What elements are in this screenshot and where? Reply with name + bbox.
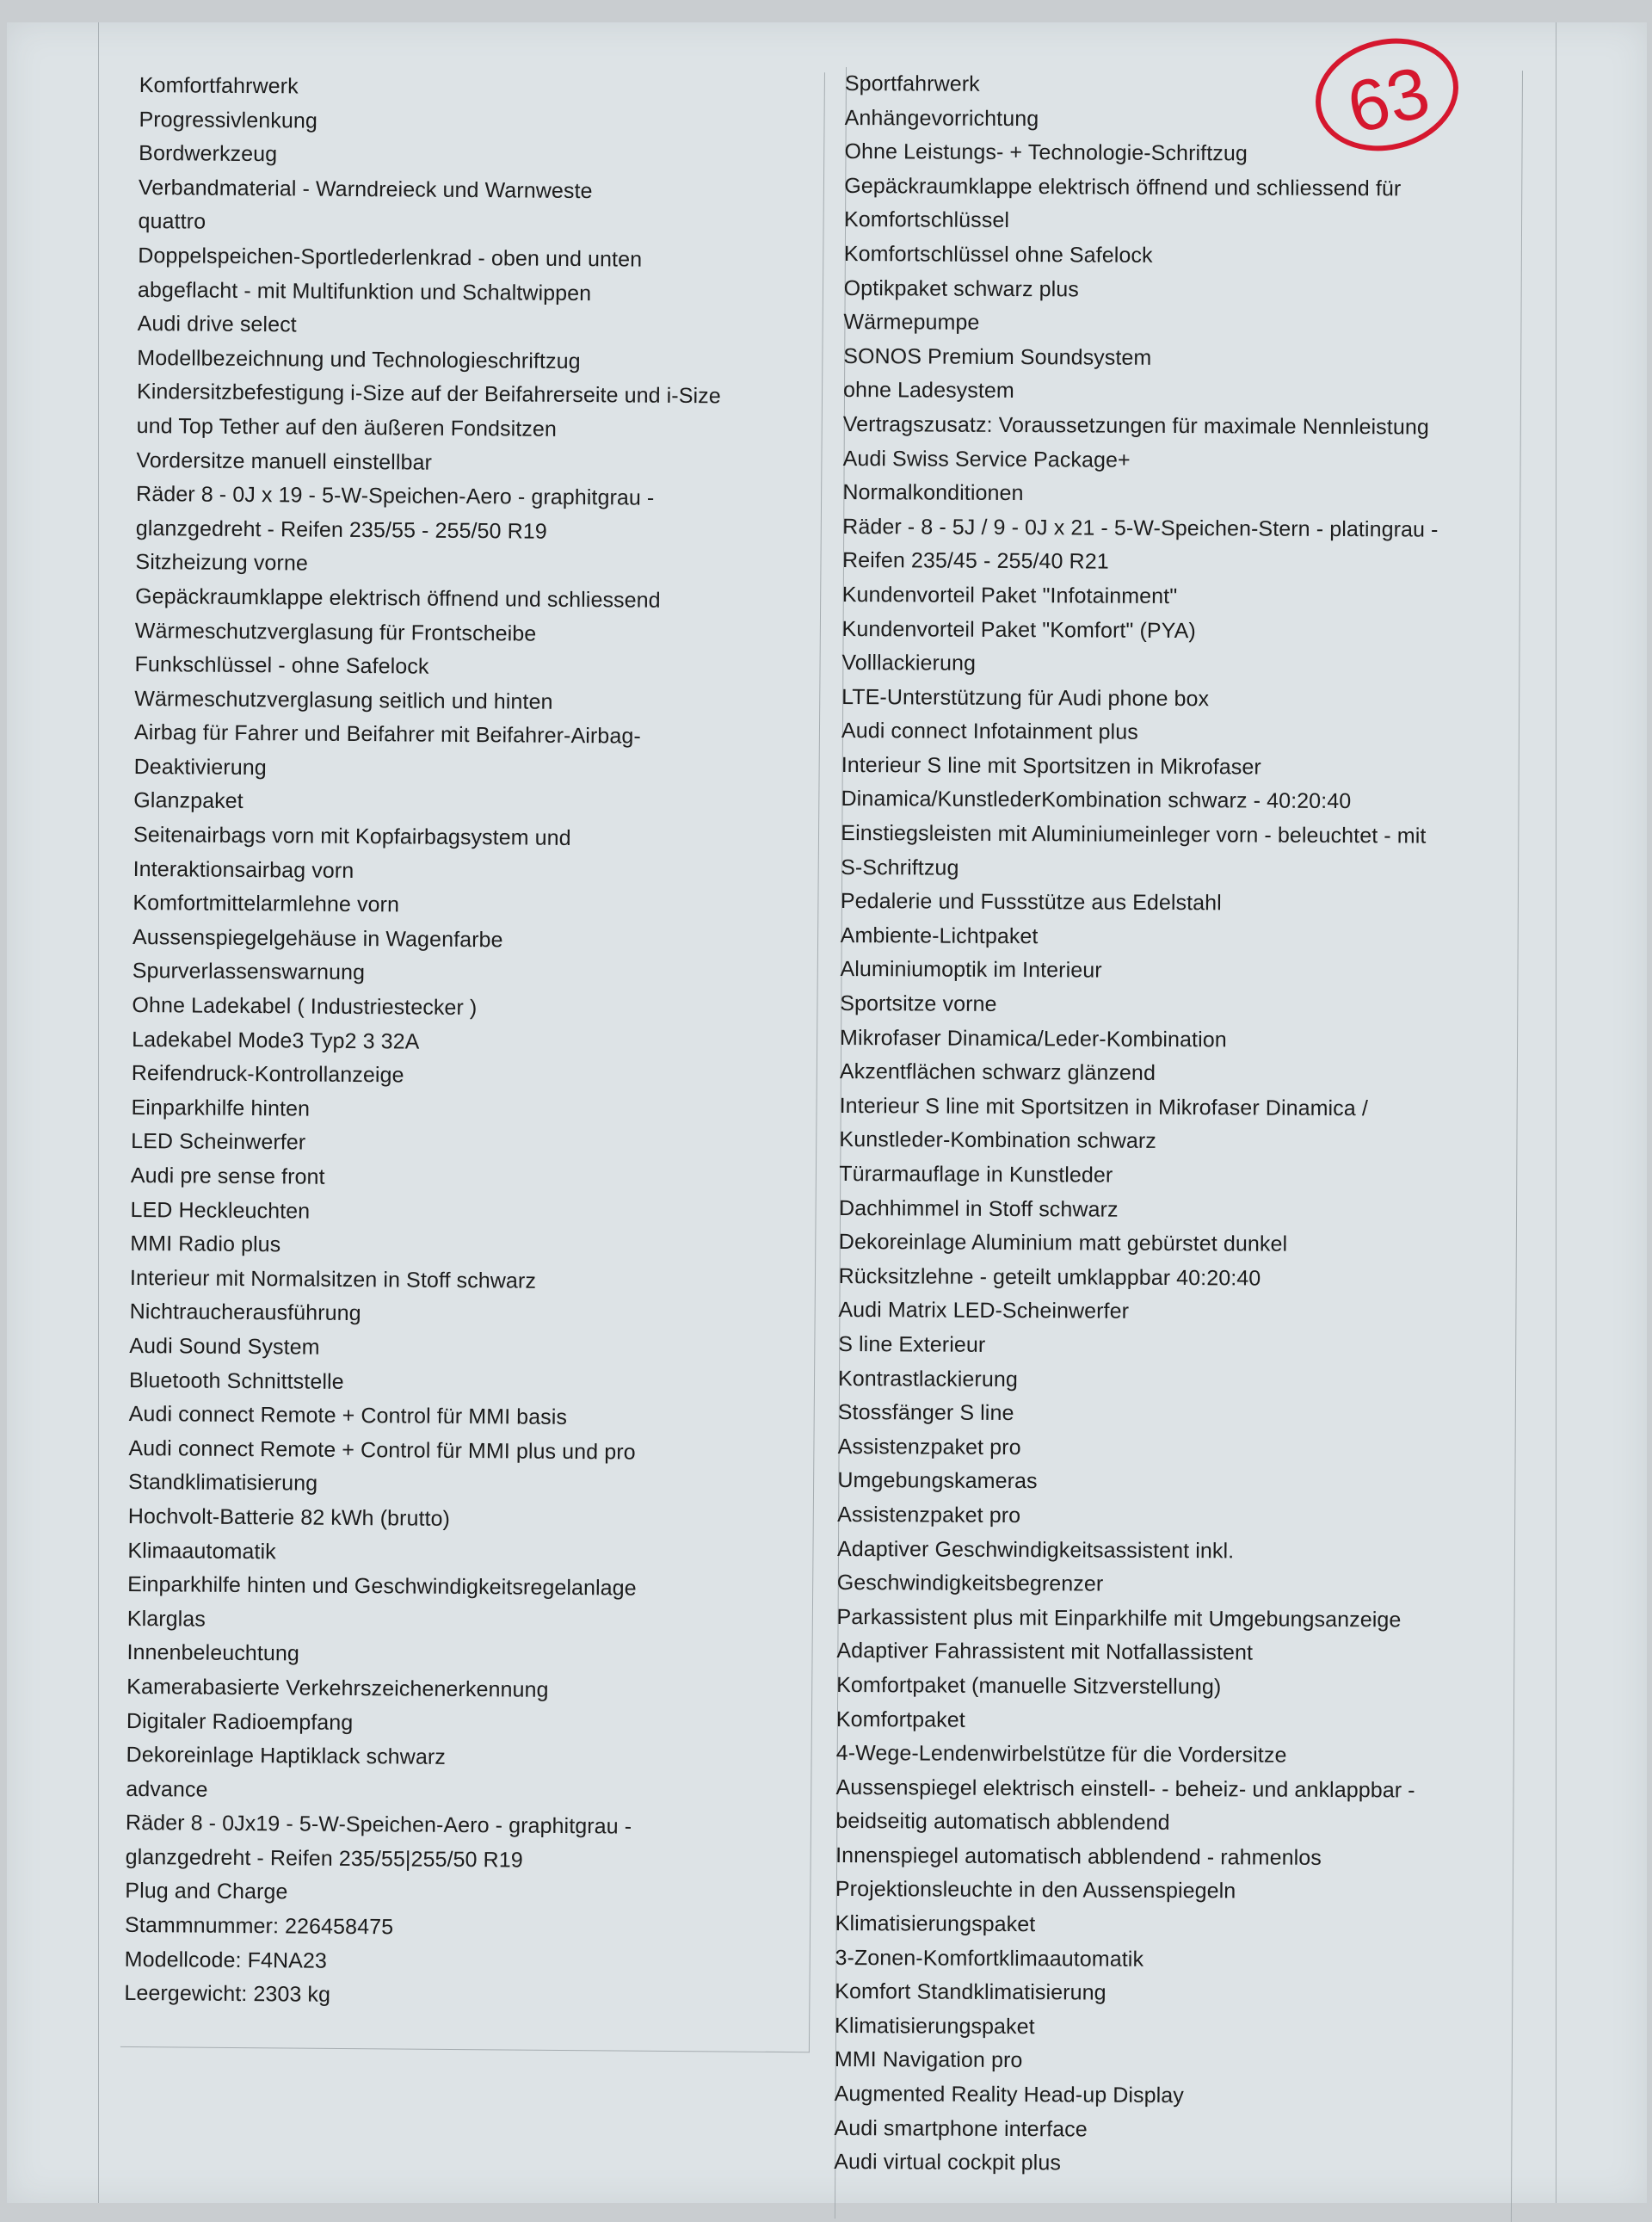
equipment-line: Dachhimmel in Stoff schwarz (838, 1195, 1119, 1222)
equipment-line: und Top Tether auf den äußeren Fondsitzen (136, 413, 558, 441)
equipment-line: Komfort Standklimatisierung (835, 1979, 1106, 2005)
equipment-line: Aussenspiegelgehäuse in Wagenfarbe (132, 924, 503, 953)
equipment-list-left (124, 69, 828, 2016)
equipment-line: Ohne Ladekabel ( Industriestecker ) (132, 992, 478, 1021)
equipment-line: Interieur S line mit Sportsitzen in Mikrofaser Dinamica / (839, 1093, 1368, 1121)
equipment-line: Kundenvorteil Paket "Infotainment" (841, 582, 1178, 608)
equipment-line: Gepäckraumklappe elektrisch öffnend und schliessend (135, 583, 661, 613)
equipment-line: Wärmeschutzverglasung seitlich und hinten (134, 686, 553, 714)
equipment-list-right (834, 67, 1499, 2183)
equipment-line: Klimatisierungspaket (835, 1911, 1036, 1937)
equipment-line: Einparkhilfe hinten und Geschwindigkeitsregelanlage (127, 1572, 637, 1601)
equipment-line: Kindersitzbefestigung i-Size auf der Beifahrerseite und i-Size (136, 380, 721, 409)
equipment-line: Ohne Leistungs- + Technologie-Schriftzug (844, 139, 1248, 166)
equipment-line: Adaptiver Fahrassistent mit Notfallassistent (836, 1639, 1254, 1665)
equipment-line: glanzgedreht - Reifen 235/55 - 255/50 R19 (135, 515, 547, 544)
equipment-line: Airbag für Fahrer und Beifahrer mit Beifahrer-Airbag- (133, 720, 641, 749)
equipment-line: Umgebungskameras (837, 1468, 1038, 1494)
equipment-line: Reifendruck-Kontrollanzeige (131, 1061, 404, 1088)
equipment-line: LTE-Unterstützung für Audi phone box (841, 684, 1210, 711)
equipment-line: Leergewicht: 2303 kg (124, 1981, 331, 2008)
equipment-line: Geschwindigkeitsbegrenzer (836, 1571, 1104, 1596)
equipment-line: Vertragszusatz: Voraussetzungen für maximale Nennleistung (842, 411, 1429, 440)
equipment-line: 4-Wege-Lendenwirbelstütze für die Vordersitze (835, 1741, 1287, 1768)
equipment-line: Räder - 8 - 5J / 9 - 0J x 21 - 5-W-Speichen-Stern - platingrau - (842, 514, 1439, 542)
equipment-line: Stammnummer: 226458475 (124, 1912, 394, 1940)
equipment-line: Interieur mit Normalsitzen in Stoff schwarz (129, 1265, 537, 1293)
equipment-line: Wärmeschutzverglasung für Frontscheibe (134, 618, 537, 646)
equipment-line: Klimatisierungspaket (835, 2013, 1035, 2040)
equipment-line: MMI Radio plus (130, 1231, 281, 1257)
equipment-line: Komfortpaket (manuelle Sitzverstellung) (836, 1672, 1222, 1700)
equipment-line: beidseitig automatisch abblendend (835, 1809, 1170, 1836)
equipment-line: Audi Matrix LED-Scheinwerfer (838, 1298, 1130, 1324)
equipment-line: Innenbeleuchtung (126, 1640, 300, 1666)
equipment-line: Kunstleder-Kombination schwarz (839, 1127, 1157, 1154)
equipment-line: Plug and Charge (125, 1879, 288, 1904)
equipment-line: Deaktivierung (133, 754, 267, 781)
equipment-line: Seitenairbags vorn mit Kopfairbagsystem und (133, 823, 571, 851)
equipment-line: Normalkonditionen (842, 480, 1024, 506)
equipment-line: Reifen 235/45 - 255/40 R21 (841, 548, 1109, 574)
equipment-line: Modellbezeichnung und Technologieschriftzug (137, 345, 581, 373)
equipment-line: Kundenvorteil Paket "Komfort" (PYA) (841, 616, 1196, 643)
equipment-line: Anhängevorrichtung (844, 105, 1039, 131)
equipment-line: Interaktionsairbag vorn (133, 856, 354, 883)
equipment-line: Vordersitze manuell einstellbar (136, 447, 433, 475)
equipment-line: Audi Sound System (129, 1333, 320, 1360)
equipment-line: Verbandmaterial - Warndreieck und Warnweste (138, 175, 593, 203)
equipment-line: Kontrastlackierung (837, 1366, 1018, 1392)
equipment-line: Funkschlüssel - ohne Safelock (134, 652, 429, 679)
equipment-line: Doppelspeichen-Sportlederlenkrad - oben und unten (138, 243, 643, 272)
equipment-line: Glanzpaket (133, 788, 243, 814)
equipment-line: Komfortfahrwerk (139, 72, 299, 99)
equipment-line: Einstiegsleisten mit Aluminiumeinleger vorn - beleuchtet - mit (841, 821, 1427, 849)
equipment-line: Mikrofaser Dinamica/Leder-Kombination (840, 1025, 1227, 1052)
equipment-line: glanzgedreht - Reifen 235/55|255/50 R19 (125, 1844, 523, 1873)
equipment-line: Projektionsleuchte in den Aussenspiegeln (835, 1877, 1236, 1904)
equipment-line: Dekoreinlage Haptiklack schwarz (126, 1743, 447, 1769)
equipment-line: Parkassistent plus mit Einparkhilfe mit Umgebungsanzeige (836, 1604, 1402, 1633)
equipment-line: Nichtraucherausführung (129, 1299, 361, 1326)
equipment-line: Stossfänger S line (837, 1400, 1014, 1426)
equipment-line: Modellcode: F4NA23 (124, 1947, 328, 1973)
equipment-line: LED Scheinwerfer (131, 1129, 306, 1155)
equipment-line: Bluetooth Schnittstelle (128, 1367, 344, 1394)
equipment-line: Klarglas (126, 1606, 206, 1632)
equipment-line: Ambiente-Lichtpaket (840, 923, 1039, 949)
equipment-line: Dekoreinlage Aluminium matt gebürstet dunkel (838, 1230, 1288, 1256)
equipment-line: Türarmauflage in Kunstleder (839, 1161, 1113, 1188)
equipment-line: Optikpaket schwarz plus (843, 275, 1079, 301)
equipment-line: Gepäckraumklappe elektrisch öffnend und schliessend für (844, 173, 1402, 201)
equipment-line: Audi connect Remote + Control für MMI basis (128, 1402, 568, 1430)
equipment-line: Audi virtual cockpit plus (834, 2150, 1062, 2176)
equipment-line: Aussenspiegel elektrisch einstell- - beheiz- und anklappbar - (835, 1775, 1415, 1803)
equipment-line: Räder 8 - 0J x 19 - 5-W-Speichen-Aero - graphitgrau - (136, 482, 655, 510)
equipment-line: Standklimatisierung (127, 1470, 318, 1497)
equipment-line: Augmented Reality Head-up Display (834, 2081, 1185, 2108)
equipment-line: SONOS Premium Soundsystem (843, 343, 1152, 370)
equipment-line: quattro (138, 209, 206, 234)
equipment-line: advance (126, 1776, 208, 1802)
equipment-line: Pedalerie und Fussstütze aus Edelstahl (840, 889, 1222, 916)
equipment-line: Sportfahrwerk (844, 71, 980, 96)
equipment-line: Kamerabasierte Verkehrszeichenerkennung (126, 1674, 549, 1702)
equipment-line: Audi smartphone interface (834, 2115, 1088, 2142)
equipment-line: Wärmepumpe (843, 310, 980, 335)
equipment-line: S-Schriftzug (841, 855, 959, 880)
equipment-line: Sitzheizung vorne (135, 550, 309, 576)
equipment-line: LED Heckleuchten (130, 1197, 311, 1224)
equipment-line: abgeflacht - mit Multifunktion und Schaltwippen (137, 277, 592, 306)
equipment-line: Klimaautomatik (127, 1538, 276, 1564)
equipment-line: Progressivlenkung (139, 107, 318, 133)
equipment-line: Spurverlassenswarnung (132, 959, 366, 985)
equipment-line: Akzentflächen schwarz glänzend (839, 1059, 1156, 1086)
equipment-line: MMI Navigation pro (834, 2047, 1023, 2073)
equipment-line: Komfortpaket (835, 1707, 965, 1732)
equipment-line: Volllackierung (841, 651, 977, 676)
equipment-line: Einparkhilfe hinten (131, 1095, 311, 1121)
equipment-line: Audi drive select (137, 312, 297, 337)
equipment-line: ohne Ladesystem (842, 378, 1014, 404)
equipment-line: S line Exterieur (838, 1331, 986, 1357)
equipment-line: Innenspiegel automatisch abblendend - rahmenlos (835, 1842, 1322, 1870)
equipment-line: Räder 8 - 0Jx19 - 5-W-Speichen-Aero - graphitgrau - (125, 1811, 632, 1839)
equipment-line: Audi connect Remote + Control für MMI plus und pro (128, 1435, 636, 1465)
equipment-line: Audi Swiss Service Package+ (842, 446, 1131, 472)
equipment-line: Audi pre sense front (130, 1163, 325, 1189)
equipment-line: Sportsitze vorne (840, 991, 997, 1016)
handwritten-page-number: 63 (1304, 24, 1470, 166)
page-rule-left (98, 22, 99, 2203)
equipment-line: Komfortschlüssel ohne Safelock (843, 241, 1153, 268)
equipment-line: 3-Zonen-Komfortklimaautomatik (835, 1945, 1144, 1972)
equipment-line: Komfortschlüssel (843, 207, 1010, 233)
equipment-line: Digitaler Radioempfang (126, 1708, 354, 1735)
equipment-line: Interieur S line mit Sportsitzen in Mikrofaser (841, 752, 1261, 780)
equipment-line: Bordwerkzeug (139, 141, 278, 167)
equipment-line: Adaptiver Geschwindigkeitsassistent inkl. (836, 1536, 1235, 1563)
equipment-line: Assistenzpaket pro (837, 1434, 1021, 1460)
equipment-line: Audi connect Infotainment plus (841, 719, 1138, 745)
equipment-line: Hochvolt-Batterie 82 kWh (brutto) (127, 1503, 451, 1531)
equipment-line: Assistenzpaket pro (837, 1502, 1021, 1528)
equipment-line: Ladekabel Mode3 Typ2 3 32A (132, 1027, 420, 1054)
equipment-line: Rücksitzlehne - geteilt umklappbar 40:20:40 (838, 1263, 1261, 1291)
equipment-line: Aluminiumoptik im Interieur (840, 957, 1102, 984)
equipment-line: Komfortmittelarmlehne vorn (133, 891, 400, 917)
equipment-line: Dinamica/KunstlederKombination schwarz - 40:20:40 (841, 787, 1352, 814)
